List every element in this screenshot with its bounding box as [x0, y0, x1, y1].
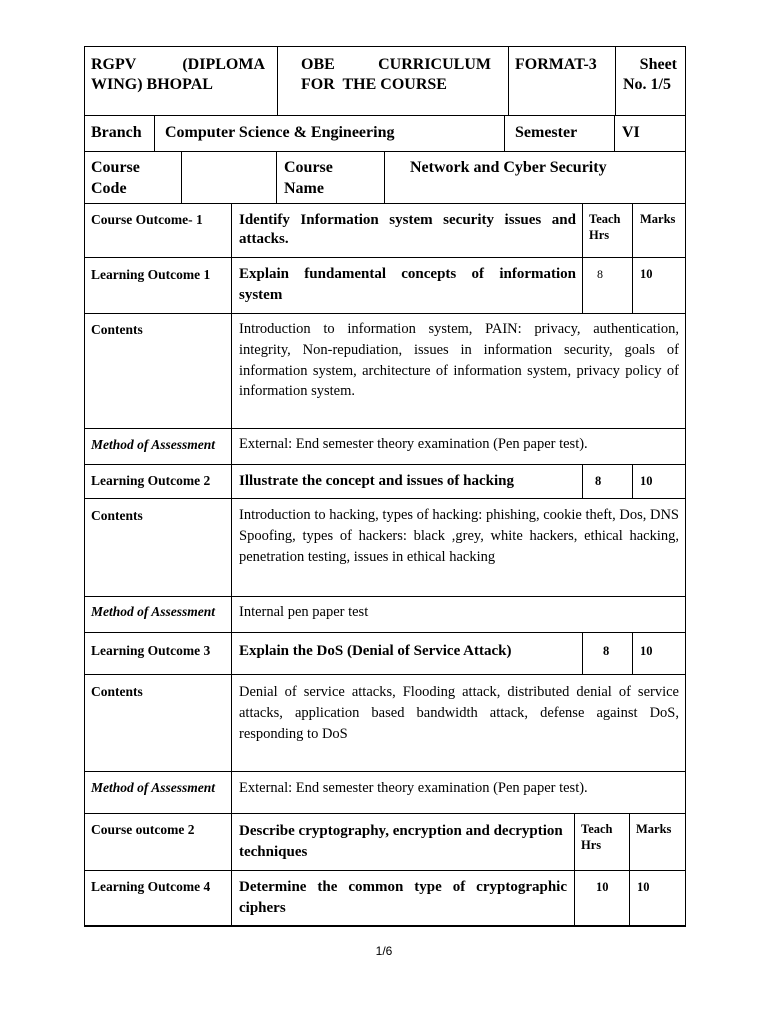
col-divider — [632, 203, 633, 313]
course-outcome-text: Describe cryptography, encryption and decryption — [239, 823, 563, 839]
teach-hrs-header: Teach Hrs — [581, 822, 613, 852]
learning-outcome-label: Learning Outcome 4 — [91, 879, 211, 894]
row-divider — [84, 771, 686, 772]
course-outcome-label: Course Outcome- 1 — [91, 212, 203, 227]
col-divider — [632, 632, 633, 674]
learning-outcome-label: Learning Outcome 1 — [91, 267, 211, 282]
learning-outcome-text-cont: system — [239, 287, 283, 303]
contents-text: Introduction to information system, PAIN: privacy, authentication, integrity, Non-repudiation, issues in information security, goals of information system, architecture of information system, privacy policy of information system. — [239, 321, 679, 400]
table-left-border — [84, 46, 85, 926]
row-divider — [84, 813, 686, 814]
learning-outcome-text: Determine the common type of cryptographic — [239, 879, 567, 895]
course-outcome-text-cont: techniques — [239, 844, 308, 860]
header-org-line2: WING) BHOPAL — [91, 76, 213, 93]
col-divider — [574, 813, 575, 925]
row-divider — [84, 464, 686, 465]
header-sheet-label: Sheet — [639, 56, 677, 73]
page-number: 1/6 — [375, 944, 393, 958]
contents-text: Introduction to hacking, types of hacking: phishing, cookie theft, Dos, DNS Spoofing, types of hackers: black ,grey, white hackers, ethical hacking, penetration testing, issues in ethical hacking — [239, 507, 679, 565]
header-org-line1: RGPV (DIPLOMA — [91, 56, 265, 73]
course-code-label: Course Code — [91, 159, 140, 197]
teach-hours-value: 8 — [597, 267, 603, 281]
contents-label: Contents — [91, 322, 143, 337]
table-right-border — [685, 46, 686, 926]
marks-value: 10 — [640, 267, 653, 281]
marks-header: Marks — [636, 822, 672, 836]
header-format: FORMAT-3 — [515, 56, 597, 73]
teach-hours-value: 10 — [596, 880, 609, 894]
learning-outcome-text-cont: ciphers — [239, 900, 286, 916]
marks-header: Marks — [640, 212, 676, 226]
semester-value: VI — [622, 124, 640, 141]
row-divider — [84, 428, 686, 429]
learning-outcome-label: Learning Outcome 2 — [91, 473, 211, 488]
assessment-label: Method of Assessment — [91, 604, 216, 619]
contents-label: Contents — [91, 684, 143, 699]
assessment-text: Internal pen paper test — [239, 604, 369, 620]
contents-label: Contents — [91, 508, 143, 523]
col-divider — [582, 203, 583, 313]
table-bottom-border — [84, 925, 686, 927]
col-divider — [277, 46, 278, 115]
col-divider — [582, 632, 583, 674]
col-divider — [231, 203, 232, 925]
col-divider — [582, 464, 583, 498]
course-outcome-label: Course outcome 2 — [91, 822, 195, 837]
marks-value: 10 — [640, 474, 653, 488]
col-divider — [629, 813, 630, 925]
marks-value: 10 — [637, 880, 650, 894]
teach-hours-value: 8 — [595, 474, 602, 488]
header-curriculum-line1: OBE CURRICULUM — [301, 56, 491, 73]
row-divider — [84, 203, 686, 204]
col-divider — [384, 151, 385, 203]
col-divider — [504, 115, 505, 151]
assessment-text: External: End semester theory examination (Pen paper test). — [239, 436, 588, 452]
col-divider — [181, 151, 182, 203]
row-divider — [84, 870, 686, 871]
learning-outcome-text: Explain fundamental concepts of information — [239, 266, 576, 282]
header-sheet-number: No. 1/5 — [623, 76, 671, 93]
assessment-label: Method of Assessment — [91, 437, 216, 452]
branch-value: Computer Science & Engineering — [165, 124, 395, 141]
row-divider — [84, 596, 686, 597]
learning-outcome-label: Learning Outcome 3 — [91, 643, 211, 658]
course-name-value: Network and Cyber Security — [410, 159, 607, 176]
row-divider — [84, 151, 686, 152]
learning-outcome-text: Explain the DoS (Denial of Service Attack) — [239, 643, 512, 659]
marks-value: 10 — [640, 644, 653, 658]
row-divider — [84, 498, 686, 499]
teach-hours-value: 8 — [603, 644, 610, 658]
course-outcome-text: Identify Information system security issues and — [239, 212, 576, 228]
table-top-border — [84, 46, 686, 47]
learning-outcome-text: Illustrate the concept and issues of hacking — [239, 473, 515, 489]
row-divider — [84, 313, 686, 314]
col-divider — [154, 115, 155, 151]
assessment-text: External: End semester theory examination (Pen paper test). — [239, 780, 588, 796]
course-name-label: Course Name — [284, 159, 333, 197]
col-divider — [276, 151, 277, 203]
teach-hrs-header: Teach Hrs — [589, 212, 621, 242]
contents-text: Denial of service attacks, Flooding attack, distributed denial of service attacks, application based bandwidth attack, defense against DoS, responding to DoS — [239, 684, 679, 742]
branch-label: Branch — [91, 124, 142, 141]
row-divider — [84, 257, 686, 258]
header-curriculum-line2: FOR THE COURSE — [301, 76, 447, 93]
row-divider — [84, 674, 686, 675]
semester-label: Semester — [515, 124, 578, 141]
col-divider — [614, 115, 615, 151]
col-divider — [615, 46, 616, 115]
col-divider — [632, 464, 633, 498]
row-divider — [84, 632, 686, 633]
row-divider — [84, 115, 686, 116]
col-divider — [508, 46, 509, 115]
assessment-label: Method of Assessment — [91, 780, 216, 795]
course-outcome-text-cont: attacks. — [239, 231, 289, 247]
